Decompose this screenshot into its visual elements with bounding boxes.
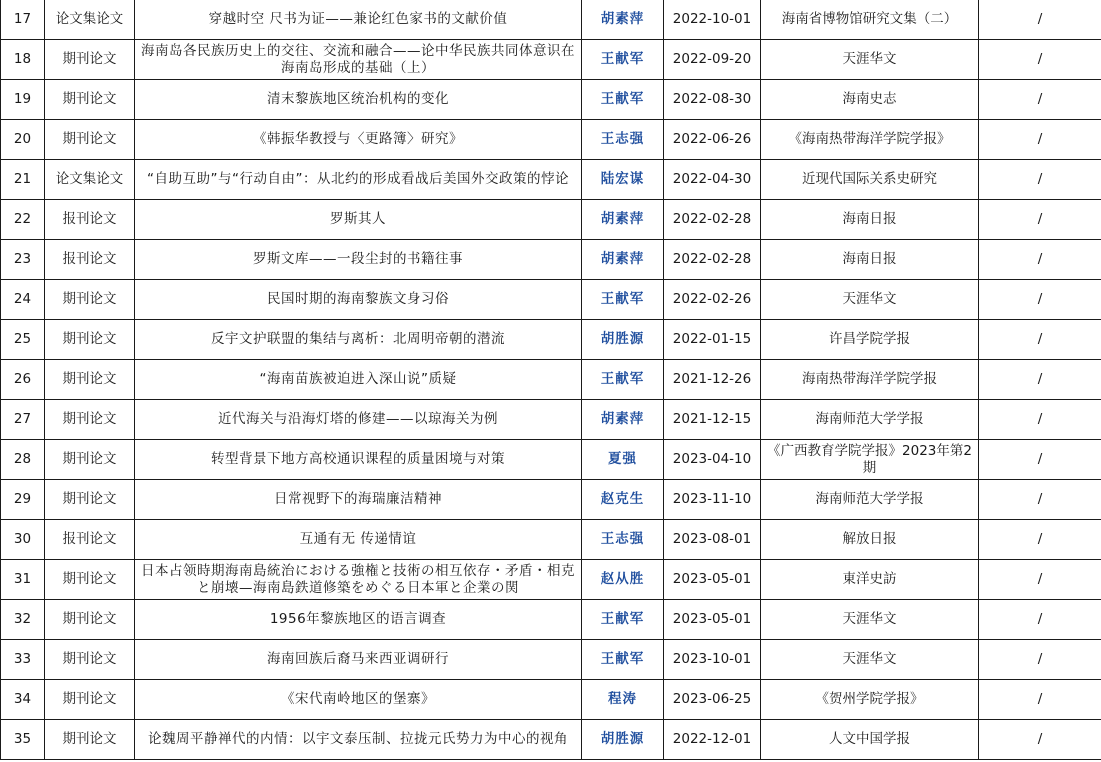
publication-source: 天涯华文 bbox=[761, 640, 979, 680]
row-number: 24 bbox=[1, 280, 45, 320]
paper-title: 海南岛各民族历史上的交往、交流和融合——论中华民族共同体意识在海南岛形成的基础（上） bbox=[135, 40, 582, 80]
paper-type: 报刊论文 bbox=[45, 520, 135, 560]
author-name: 王献军 bbox=[582, 640, 664, 680]
publish-date: 2022-09-20 bbox=[664, 40, 761, 80]
author-name: 王献军 bbox=[582, 280, 664, 320]
row-number: 22 bbox=[1, 200, 45, 240]
publish-date: 2023-11-10 bbox=[664, 480, 761, 520]
publish-date: 2022-08-30 bbox=[664, 80, 761, 120]
row-number: 30 bbox=[1, 520, 45, 560]
paper-title: 1956年黎族地区的语言调查 bbox=[135, 600, 582, 640]
row-number: 28 bbox=[1, 440, 45, 480]
note-cell: / bbox=[979, 480, 1101, 520]
publication-source: 近现代国际关系史研究 bbox=[761, 160, 979, 200]
row-number: 23 bbox=[1, 240, 45, 280]
note-cell: / bbox=[979, 320, 1101, 360]
paper-type: 期刊论文 bbox=[45, 480, 135, 520]
author-name: 胡素萍 bbox=[582, 0, 664, 40]
paper-type: 期刊论文 bbox=[45, 600, 135, 640]
paper-title: 罗斯文库——一段尘封的书籍往事 bbox=[135, 240, 582, 280]
row-number: 31 bbox=[1, 560, 45, 600]
paper-title: 《韩振华教授与〈更路簿〉研究》 bbox=[135, 120, 582, 160]
paper-type: 论文集论文 bbox=[45, 0, 135, 40]
author-name: 王献军 bbox=[582, 600, 664, 640]
table-row bbox=[1, 200, 1101, 240]
paper-title: 日本占领時期海南島統治における強権と技術の相互依存・矛盾・相克と崩壊—海南島鉄道修築をめぐる日本軍と企業の関 bbox=[135, 560, 582, 600]
author-name: 陆宏谋 bbox=[582, 160, 664, 200]
publication-source: 海南史志 bbox=[761, 80, 979, 120]
paper-title: 清末黎族地区统治机构的变化 bbox=[135, 80, 582, 120]
publication-source: 解放日报 bbox=[761, 520, 979, 560]
note-cell: / bbox=[979, 240, 1101, 280]
publish-date: 2023-08-01 bbox=[664, 520, 761, 560]
publish-date: 2023-05-01 bbox=[664, 600, 761, 640]
note-cell: / bbox=[979, 120, 1101, 160]
publish-date: 2022-06-26 bbox=[664, 120, 761, 160]
paper-type: 期刊论文 bbox=[45, 400, 135, 440]
publication-source: 海南省博物馆研究文集（二） bbox=[761, 0, 979, 40]
publish-date: 2022-02-28 bbox=[664, 200, 761, 240]
table-row bbox=[1, 560, 1101, 600]
note-cell: / bbox=[979, 400, 1101, 440]
row-number: 32 bbox=[1, 600, 45, 640]
publication-source: 许昌学院学报 bbox=[761, 320, 979, 360]
row-number: 34 bbox=[1, 680, 45, 720]
publish-date: 2023-04-10 bbox=[664, 440, 761, 480]
row-number: 17 bbox=[1, 0, 45, 40]
publication-source: 天涯华文 bbox=[761, 40, 979, 80]
author-name: 王志强 bbox=[582, 520, 664, 560]
author-name: 胡素萍 bbox=[582, 400, 664, 440]
table-row bbox=[1, 40, 1101, 80]
row-number: 25 bbox=[1, 320, 45, 360]
table-row bbox=[1, 400, 1101, 440]
row-number: 27 bbox=[1, 400, 45, 440]
row-number: 33 bbox=[1, 640, 45, 680]
note-cell: / bbox=[979, 720, 1101, 760]
author-name: 胡胜源 bbox=[582, 720, 664, 760]
table-row bbox=[1, 600, 1101, 640]
paper-title: 《宋代南岭地区的堡寨》 bbox=[135, 680, 582, 720]
publish-date: 2022-12-01 bbox=[664, 720, 761, 760]
paper-title: 近代海关与沿海灯塔的修建——以琼海关为例 bbox=[135, 400, 582, 440]
paper-type: 期刊论文 bbox=[45, 40, 135, 80]
table-row bbox=[1, 440, 1101, 480]
paper-type: 期刊论文 bbox=[45, 120, 135, 160]
table-row bbox=[1, 120, 1101, 160]
row-number: 35 bbox=[1, 720, 45, 760]
author-name: 胡素萍 bbox=[582, 200, 664, 240]
table-row bbox=[1, 520, 1101, 560]
table-row bbox=[1, 680, 1101, 720]
note-cell: / bbox=[979, 520, 1101, 560]
publication-source: 天涯华文 bbox=[761, 600, 979, 640]
publish-date: 2021-12-26 bbox=[664, 360, 761, 400]
paper-type: 期刊论文 bbox=[45, 720, 135, 760]
publish-date: 2022-02-26 bbox=[664, 280, 761, 320]
author-name: 王献军 bbox=[582, 40, 664, 80]
publication-source: 海南热带海洋学院学报 bbox=[761, 360, 979, 400]
paper-title: 转型背景下地方高校通识课程的质量困境与对策 bbox=[135, 440, 582, 480]
table-row bbox=[1, 320, 1101, 360]
author-name: 王志强 bbox=[582, 120, 664, 160]
author-name: 程涛 bbox=[582, 680, 664, 720]
table-row bbox=[1, 80, 1101, 120]
paper-type: 期刊论文 bbox=[45, 560, 135, 600]
note-cell: / bbox=[979, 680, 1101, 720]
note-cell: / bbox=[979, 0, 1101, 40]
author-name: 夏强 bbox=[582, 440, 664, 480]
publication-source: 東洋史訪 bbox=[761, 560, 979, 600]
paper-title: “海南苗族被迫进入深山说”质疑 bbox=[135, 360, 582, 400]
row-number: 20 bbox=[1, 120, 45, 160]
paper-title: 民国时期的海南黎族文身习俗 bbox=[135, 280, 582, 320]
paper-title: 罗斯其人 bbox=[135, 200, 582, 240]
table-row bbox=[1, 160, 1101, 200]
note-cell: / bbox=[979, 280, 1101, 320]
table-row bbox=[1, 480, 1101, 520]
author-name: 胡胜源 bbox=[582, 320, 664, 360]
note-cell: / bbox=[979, 440, 1101, 480]
publish-date: 2023-05-01 bbox=[664, 560, 761, 600]
publication-source: 《贺州学院学报》 bbox=[761, 680, 979, 720]
paper-title: “自助互助”与“行动自由”：从北约的形成看战后美国外交政策的悖论 bbox=[135, 160, 582, 200]
publish-date: 2022-10-01 bbox=[664, 0, 761, 40]
paper-title: 论魏周平静禅代的内情：以宇文泰压制、拉拢元氏势力为中心的视角 bbox=[135, 720, 582, 760]
table-row bbox=[1, 0, 1101, 40]
row-number: 19 bbox=[1, 80, 45, 120]
publication-source: 人文中国学报 bbox=[761, 720, 979, 760]
note-cell: / bbox=[979, 40, 1101, 80]
note-cell: / bbox=[979, 560, 1101, 600]
table-row bbox=[1, 720, 1101, 760]
publish-date: 2023-06-25 bbox=[664, 680, 761, 720]
row-number: 26 bbox=[1, 360, 45, 400]
table-row bbox=[1, 240, 1101, 280]
table-row bbox=[1, 640, 1101, 680]
row-number: 21 bbox=[1, 160, 45, 200]
publish-date: 2022-04-30 bbox=[664, 160, 761, 200]
publication-source: 海南师范大学学报 bbox=[761, 400, 979, 440]
paper-title: 反宇文护联盟的集结与离析：北周明帝朝的潜流 bbox=[135, 320, 582, 360]
publish-date: 2023-10-01 bbox=[664, 640, 761, 680]
author-name: 赵克生 bbox=[582, 480, 664, 520]
note-cell: / bbox=[979, 600, 1101, 640]
paper-title: 日常视野下的海瑞廉洁精神 bbox=[135, 480, 582, 520]
publication-source: 天涯华文 bbox=[761, 280, 979, 320]
note-cell: / bbox=[979, 80, 1101, 120]
publish-date: 2022-01-15 bbox=[664, 320, 761, 360]
publish-date: 2021-12-15 bbox=[664, 400, 761, 440]
note-cell: / bbox=[979, 640, 1101, 680]
paper-type: 期刊论文 bbox=[45, 320, 135, 360]
paper-type: 报刊论文 bbox=[45, 240, 135, 280]
author-name: 胡素萍 bbox=[582, 240, 664, 280]
publication-source: 海南日报 bbox=[761, 200, 979, 240]
paper-type: 期刊论文 bbox=[45, 80, 135, 120]
table-body bbox=[1, 0, 1101, 760]
row-number: 29 bbox=[1, 480, 45, 520]
note-cell: / bbox=[979, 200, 1101, 240]
paper-type: 期刊论文 bbox=[45, 680, 135, 720]
paper-type: 期刊论文 bbox=[45, 360, 135, 400]
paper-type: 期刊论文 bbox=[45, 640, 135, 680]
author-name: 王献军 bbox=[582, 80, 664, 120]
paper-type: 论文集论文 bbox=[45, 160, 135, 200]
note-cell: / bbox=[979, 160, 1101, 200]
publication-source: 《海南热带海洋学院学报》 bbox=[761, 120, 979, 160]
publication-source: 《广西教育学院学报》2023年第2期 bbox=[761, 440, 979, 480]
paper-title: 互通有无 传递情谊 bbox=[135, 520, 582, 560]
table-row bbox=[1, 360, 1101, 400]
paper-type: 报刊论文 bbox=[45, 200, 135, 240]
paper-type: 期刊论文 bbox=[45, 440, 135, 480]
author-name: 王献军 bbox=[582, 360, 664, 400]
paper-type: 期刊论文 bbox=[45, 280, 135, 320]
publication-source: 海南日报 bbox=[761, 240, 979, 280]
note-cell: / bbox=[979, 360, 1101, 400]
publication-source: 海南师范大学学报 bbox=[761, 480, 979, 520]
row-number: 18 bbox=[1, 40, 45, 80]
table-row bbox=[1, 280, 1101, 320]
paper-title: 海南回族后裔马来西亚调研行 bbox=[135, 640, 582, 680]
author-name: 赵从胜 bbox=[582, 560, 664, 600]
paper-title: 穿越时空 尺书为证——兼论红色家书的文献价值 bbox=[135, 0, 582, 40]
publish-date: 2022-02-28 bbox=[664, 240, 761, 280]
